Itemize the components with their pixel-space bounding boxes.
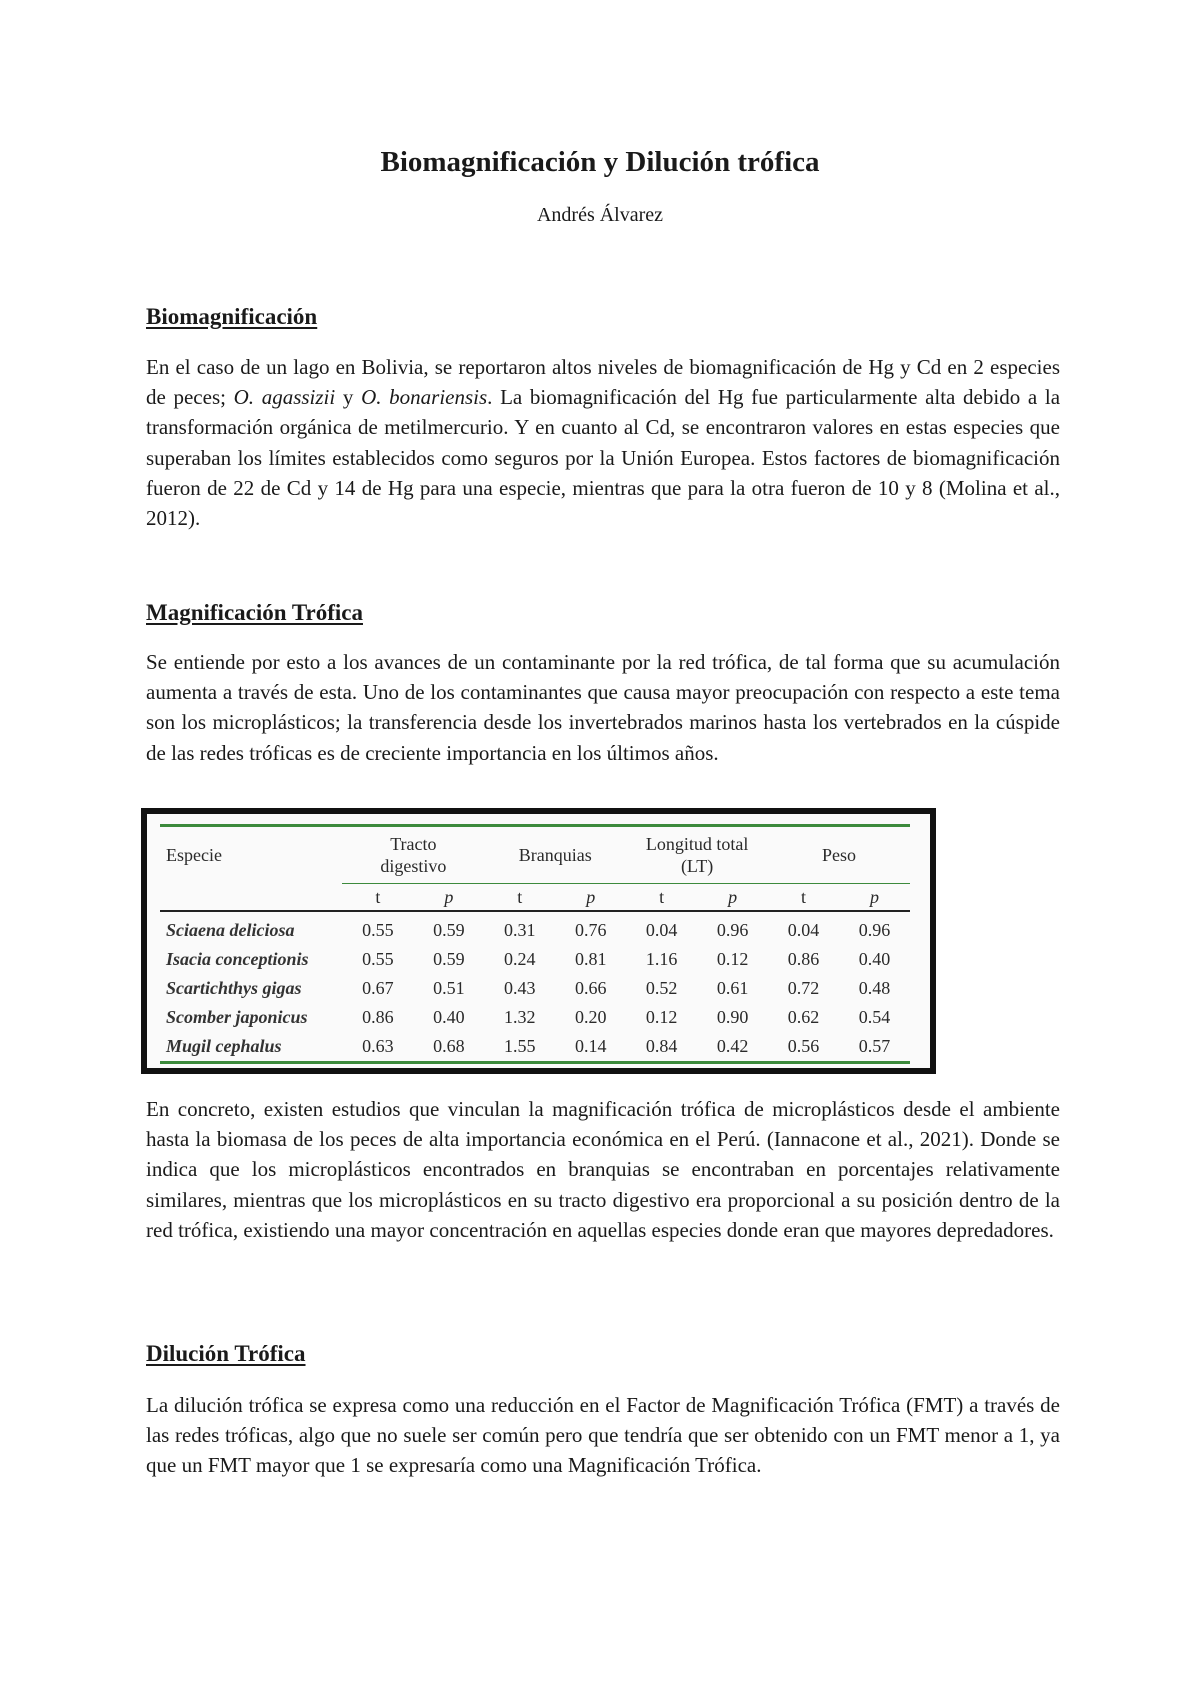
value-cell: 0.55: [362, 949, 394, 969]
table-header-row: [160, 826, 910, 884]
value-cell: 1.55: [484, 1032, 555, 1063]
value-cell: 0.12: [645, 1007, 678, 1027]
value-cell: 0.04: [645, 920, 678, 940]
document-title: Biomagnificación y Dilución trófica: [380, 146, 820, 178]
table-row: [160, 1032, 910, 1063]
group-header-line: Branquias: [518, 845, 592, 865]
value-cell: 0.59: [433, 949, 465, 969]
value-cell: 0.40: [858, 949, 891, 969]
table-subheader-row: [160, 884, 910, 912]
group-header-longitud: [626, 826, 768, 884]
value-cell: 0.14: [555, 1032, 626, 1063]
value-cell: 0.62: [787, 1007, 820, 1027]
species-name: O. agassizii: [233, 385, 336, 410]
microplastics-table: [160, 824, 910, 1064]
value-cell: 0.57: [839, 1032, 910, 1063]
value-cell: 0.04: [787, 920, 820, 940]
value-cell: 0.24: [504, 949, 536, 969]
group-header-tracto: [342, 826, 484, 884]
value-cell: 0.51: [433, 978, 465, 998]
paragraph-text: En el caso de un lago en Bolivia, se reportaron altos niveles de biomagnificación de Hg y Cd en 2 especies de peces;: [146, 355, 1060, 410]
paragraph-text: . La biomagnificación del Hg fue particularmente alta debido a la transformación orgánica de metilmercurio. Y en cuanto al Cd, se encontraron valores en estas especies que superaban los límites establecidos como seguros por la Unión Europea. Estos factores de biomagnificación fueron de 22 de Cd y 14 de Hg para una especie, mientras que para la otra fueron de 10 y 8 (Molina et al., 2012).: [146, 385, 1061, 531]
value-cell: 0.55: [362, 920, 394, 940]
paragraph-magnificacion-2: En concreto, existen estudios que vinculan la magnificación trófica de microplásticos desde el ambiente hasta la biomasa de los peces de alta importancia económica en el Perú. (Iannacone et al., 2021). Donde se indica que los microplásticos encontrados en branquias se encontraban en porcentajes relativamente similares, mientras que los microplásticos en su tracto digestivo era proporcional a su posición dentro de la red trófica, existiendo una mayor concentración en aquellas especies donde eran que mayores depredadores.: [146, 1097, 1060, 1242]
value-cell: 0.68: [413, 1032, 484, 1063]
value-cell: 0.61: [716, 978, 749, 998]
value-cell: 0.96: [858, 920, 891, 940]
value-cell: 0.86: [362, 1007, 394, 1027]
value-cell: 0.86: [787, 949, 820, 969]
value-cell: 0.76: [574, 920, 607, 940]
paragraph-biomagnificacion: [146, 352, 1060, 533]
heading-biomagnificacion: Biomagnificación: [146, 304, 318, 329]
value-cell: 0.84: [626, 1032, 697, 1063]
paragraph-dilucion: La dilución trófica se expresa como una reducción en el Factor de Magnificación Trófica (FMT) a través de las redes tróficas, algo que no suele ser común pero que tendría que ser obtenido con un FMT menor a 1, ya que un FMT mayor que 1 se expresaría como una Magnificación Trófica.: [146, 1393, 1060, 1478]
group-header-line: (LT): [680, 856, 714, 876]
value-cell: 0.42: [697, 1032, 768, 1063]
species-cell: Mugil cephalus: [160, 1032, 342, 1063]
subheader-p: p: [555, 884, 626, 912]
group-header-line: Tracto: [390, 834, 437, 854]
table-row: [160, 1003, 910, 1032]
value-cell: 0.81: [574, 949, 607, 969]
value-cell: 0.48: [858, 978, 891, 998]
table-row: [160, 945, 910, 974]
paragraph-magnificacion-1: Se entiende por esto a los avances de un contaminante por la red trófica, de tal forma que su acumulación aumenta a través de esta. Uno de los contaminantes que causa mayor preocupación con respecto a este tema son los microplásticos; la transferencia desde los invertebrados marinos hasta los vertebrados en la cúspide de las redes tróficas es de creciente importancia en los últimos años.: [146, 650, 1060, 765]
value-cell: 0.67: [362, 978, 394, 998]
value-cell: 0.40: [433, 1007, 465, 1027]
group-header-peso: [768, 826, 910, 884]
heading-magnificacion-trofica: Magnificación Trófica: [146, 600, 363, 625]
value-cell: 0.31: [504, 920, 536, 940]
value-cell: 1.16: [645, 949, 678, 969]
table-figure: [141, 808, 936, 1074]
value-cell: 0.66: [574, 978, 607, 998]
heading-dilucion-trofica: Dilución Trófica: [146, 1341, 306, 1366]
subheader-p: p: [839, 884, 910, 912]
value-cell: 0.52: [645, 978, 678, 998]
subheader-p: p: [697, 884, 768, 912]
species-cell: Sciaena deliciosa: [166, 920, 295, 940]
group-header-line: Peso: [822, 845, 857, 865]
species-cell: Scartichthys gigas: [166, 978, 302, 998]
table-body: [160, 911, 910, 1063]
empty-subheader: [160, 884, 342, 912]
group-header-line: Longitud total: [645, 834, 749, 854]
table-row: [160, 974, 910, 1003]
value-cell: 0.54: [858, 1007, 891, 1027]
group-header-line: digestivo: [380, 856, 447, 876]
value-cell: 0.63: [342, 1032, 413, 1063]
value-cell: 0.20: [574, 1007, 607, 1027]
value-cell: 0.56: [768, 1032, 839, 1063]
species-name: O. bonariensis: [361, 385, 488, 410]
value-cell: 0.96: [716, 920, 749, 940]
table-row: [160, 911, 910, 945]
value-cell: 1.32: [504, 1007, 536, 1027]
document-author: Andrés Álvarez: [536, 204, 664, 226]
value-cell: 0.59: [433, 920, 465, 940]
species-column-header: Especie: [160, 826, 342, 884]
paragraph-text: y: [335, 385, 362, 410]
value-cell: 0.12: [716, 949, 749, 969]
subheader-p: p: [413, 884, 484, 912]
species-cell: Isacia conceptionis: [166, 949, 309, 969]
subheader-t: t: [768, 884, 839, 912]
value-cell: 0.72: [787, 978, 820, 998]
species-cell: Scomber japonicus: [166, 1007, 308, 1027]
subheader-t: t: [484, 884, 555, 912]
subheader-t: t: [626, 884, 697, 912]
group-header-branquias: [484, 826, 626, 884]
value-cell: 0.90: [716, 1007, 749, 1027]
subheader-t: t: [342, 884, 413, 912]
value-cell: 0.43: [504, 978, 536, 998]
